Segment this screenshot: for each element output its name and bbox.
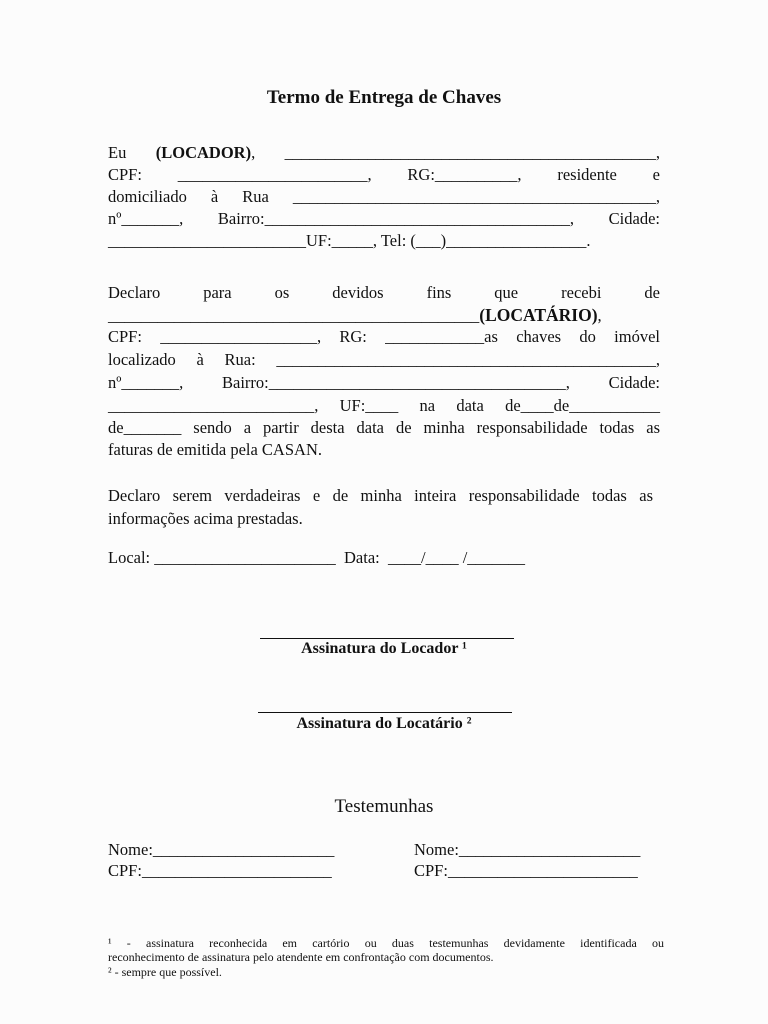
locatario-name-blank: _____________________________________________ <box>108 306 480 325</box>
locador-name-blank: , _____________________________________________, <box>251 143 660 162</box>
locatario-line-5: nº_______, Bairro:____________________________________, Cidade: <box>108 373 660 392</box>
declaration-line-2: informações acima prestadas. <box>108 509 303 528</box>
footnote-1-line-2: reconhecimento de assinatura pelo atendente em confrontação com documentos. <box>108 950 494 964</box>
locatario-line-4: localizado à Rua: ______________________________________________, <box>108 350 660 369</box>
locador-line-3: domiciliado à Rua ____________________________________________, <box>108 187 660 206</box>
locatario-line-6: _________________________, UF:____ na data de____de___________ <box>108 396 660 415</box>
locatario-signature-label: Assinatura do Locatário ² <box>296 715 472 732</box>
locador-signature-label: Assinatura do Locador ¹ <box>301 640 467 657</box>
locatario-line-8: faturas de emitida pela CASAN. <box>108 440 322 459</box>
witness-right-name: Nome:______________________ <box>414 840 641 859</box>
locador-label: (LOCADOR) <box>155 143 252 162</box>
witness-left-name: Nome:______________________ <box>108 840 335 859</box>
locador-prefix: Eu <box>108 143 156 162</box>
witness-left-cpf: CPF:_______________________ <box>108 861 332 880</box>
declaration-line-1: Declaro serem verdadeiras e de minha inteira responsabilidade todas as <box>108 486 653 505</box>
document-title: Termo de Entrega de Chaves <box>266 87 502 108</box>
locador-line-1 <box>108 143 660 163</box>
locatario-line-2 <box>108 305 660 326</box>
witnesses-title: Testemunhas <box>334 796 434 817</box>
locatario-line-1: Declaro para os devidos fins que recebi de <box>108 283 660 302</box>
locatario-line-7: de_______ sendo a partir desta data de minha responsabilidade todas as <box>108 418 660 437</box>
locador-line-5: ________________________UF:_____, Tel: (___)_________________. <box>108 231 591 250</box>
locador-line-4: nº_______, Bairro:_____________________________________, Cidade: <box>108 209 660 228</box>
locatario-comma: , <box>597 306 602 325</box>
footnote-1-line-1: ¹ - assinatura reconhecida em cartório ou duas testemunhas devidamente identificada ou <box>108 936 664 950</box>
footnote-2: ² - sempre que possível. <box>108 965 222 979</box>
locador-line-2: CPF: _______________________, RG:__________, residente e <box>108 165 660 184</box>
locatario-label: (LOCATÁRIO) <box>479 305 598 325</box>
locatario-signature-line <box>258 712 512 713</box>
locador-signature-line <box>260 638 514 639</box>
locatario-line-3: CPF: ___________________, RG: ____________as chaves do imóvel <box>108 327 660 346</box>
local-date-line: Local: ______________________ Data: ____/____ /_______ <box>108 548 526 567</box>
witness-right-cpf: CPF:_______________________ <box>414 861 638 880</box>
